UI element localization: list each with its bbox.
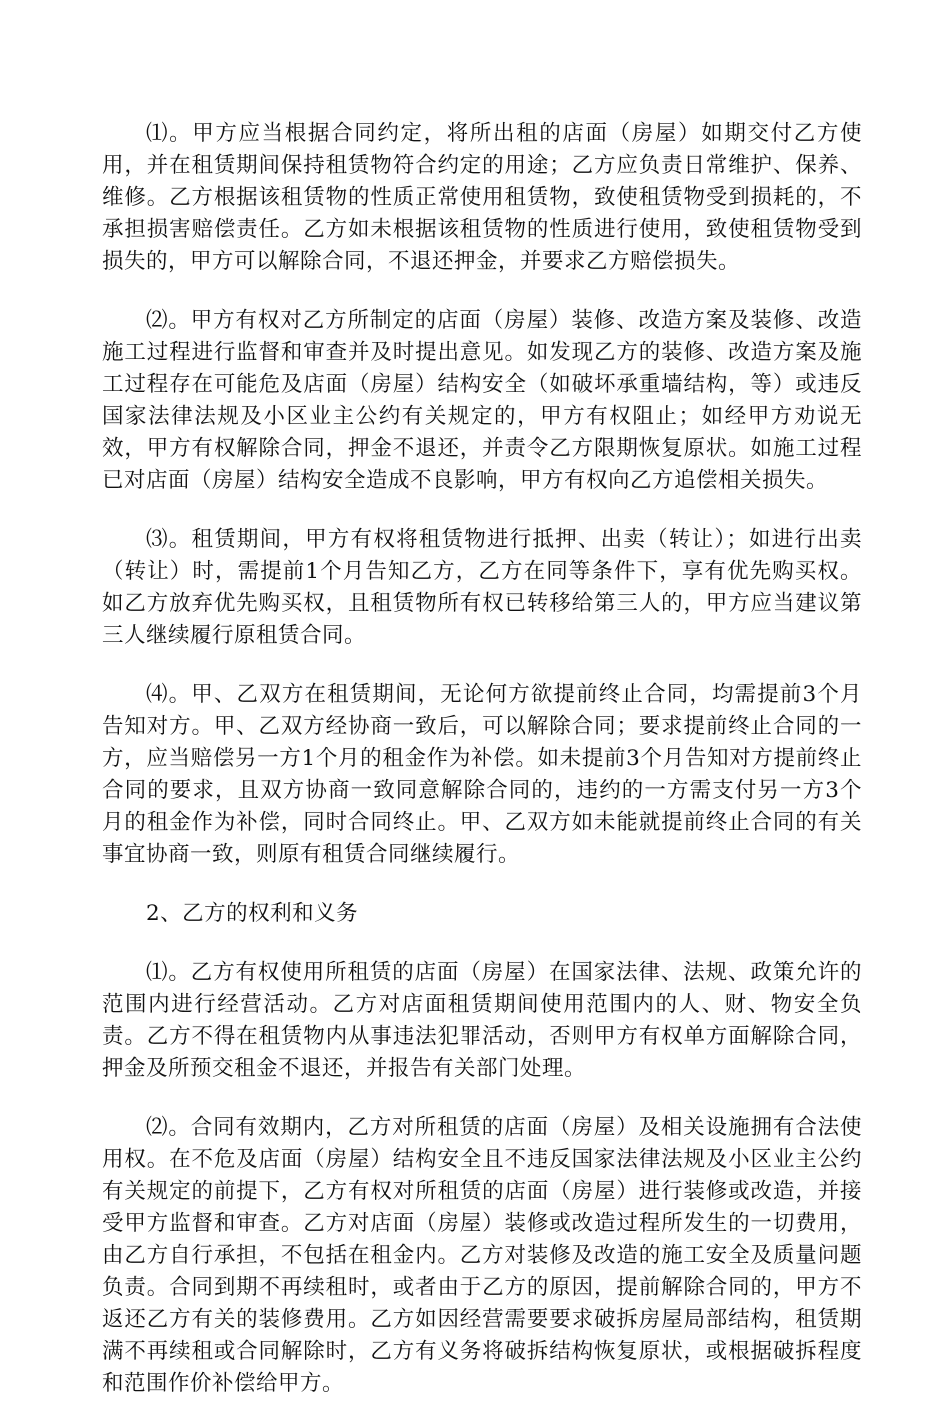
clause-landlord-4: ⑷。甲、乙双方在租赁期间，无论何方欲提前终止合同，均需提前3个月告知对方。甲、乙双方经协商一致后，可以解除合同；要求提前终止合同的一方，应当赔偿另一方1个月的租金作为补偿。如未提前3个月告知对方提前终止合同的要求，且双方协商一致同意解除合同的，违约的一方需支付另一方3个月的租金作为补偿，同时合同终止。甲、乙双方如未能就提前终止合同的有关事宜协商一致，则原有租赁合同继续履行。 — [102, 682, 862, 867]
clause-landlord-3: ⑶。租赁期间，甲方有权将租赁物进行抵押、出卖（转让）；如进行出卖（转让）时，需提前1个月告知乙方，乙方在同等条件下，享有优先购买权。如乙方放弃优先购买权，且租赁物所有权已转移给第三人的，甲方应当建议第三人继续履行原租赁合同。 — [102, 527, 862, 648]
clause-tenant-2: ⑵。合同有效期内，乙方对所租赁的店面（房屋）及相关设施拥有合法使用权。在不危及店面（房屋）结构安全且不违反国家法律法规及小区业主公约有关规定的前提下，乙方有权对所租赁的店面（房屋）进行装修或改造，并接受甲方监督和审查。乙方对店面（房屋）装修或改造过程所发生的一切费用，由乙方自行承担，不包括在租金内。乙方对装修及改造的施工安全及质量问题负责。合同到期不再续租时，或者由于乙方的原因，提前解除合同的，甲方不返还乙方有关的装修费用。乙方如因经营需要要求破拆房屋局部结构，租赁期满不再续租或合同解除时，乙方有义务将破拆结构恢复原状，或根据破拆程度和范围作价补偿给甲方。 — [102, 1115, 862, 1396]
section-heading-tenant: 2、乙方的权利和义务 — [146, 901, 359, 926]
clause-landlord-1: ⑴。甲方应当根据合同约定，将所出租的店面（房屋）如期交付乙方使用，并在租赁期间保持租赁物符合约定的用途；乙方应负责日常维护、保养、维修。乙方根据该租赁物的性质正常使用租赁物，致使租赁物受到损耗的，不承担损害赔偿责任。乙方如未根据该租赁物的性质进行使用，致使租赁物受到损失的，甲方可以解除合同，不退还押金，并要求乙方赔偿损失。 — [102, 121, 862, 274]
document-page — [102, 118, 862, 1427]
clause-landlord-2: ⑵。甲方有权对乙方所制定的店面（房屋）装修、改造方案及装修、改造施工过程进行监督和审查并及时提出意见。如发现乙方的装修、改造方案及施工过程存在可能危及店面（房屋）结构安全（如破坏承重墙结构，等）或违反国家法律法规及小区业主公约有关规定的，甲方有权阻止；如经甲方劝说无效，甲方有权解除合同，押金不退还，并责令乙方限期恢复原状。如施工过程已对店面（房屋）结构安全造成不良影响，甲方有权向乙方追偿相关损失。 — [102, 308, 862, 493]
clause-tenant-1: ⑴。乙方有权使用所租赁的店面（房屋）在国家法律、法规、政策允许的范围内进行经营活动。乙方对店面租赁期间使用范围内的人、财、物安全负责。乙方不得在租赁物内从事违法犯罪活动，否则甲方有权单方面解除合同，押金及所预交租金不退还，并报告有关部门处理。 — [102, 960, 862, 1081]
